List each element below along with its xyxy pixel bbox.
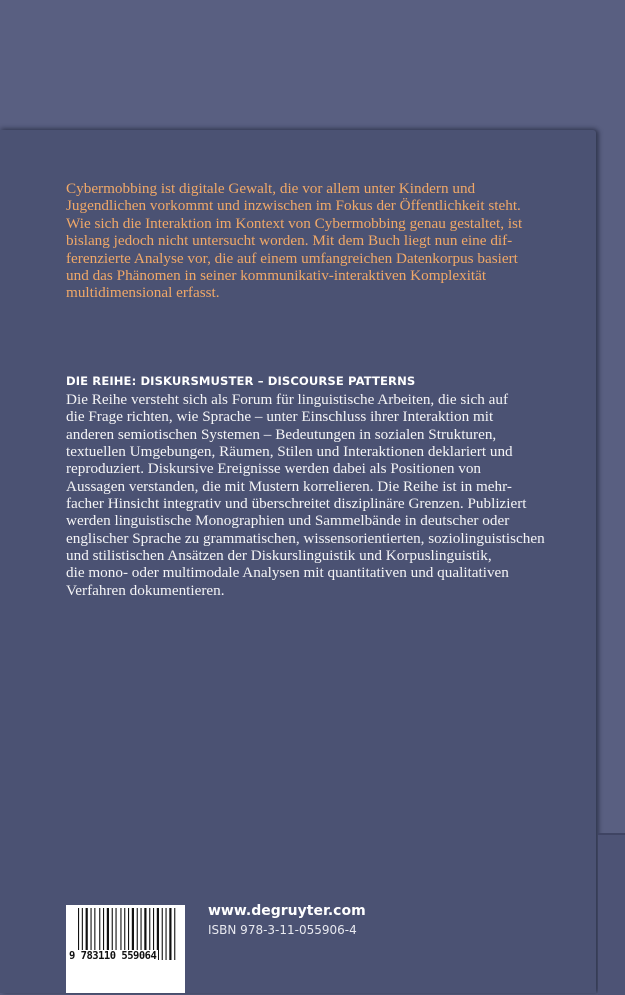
series-description — [66, 391, 596, 599]
series-line: anderen semiotischen Systemen – Bedeutungen in sozialen Strukturen, — [66, 425, 497, 443]
barcode-bar — [174, 908, 175, 960]
series-line: Aussagen verstanden, die mit Mustern korrelieren. Die Reihe ist in mehr- — [66, 477, 512, 495]
barcode-bar — [166, 908, 167, 960]
blurb-line: Jugendlichen vorkommt und inzwischen im Fokus der Öffentlichkeit steht. — [66, 197, 521, 215]
series-line: die Frage richten, wie Sprache – unter Einschluss ihrer Interaktion mit — [66, 408, 494, 426]
series-heading: DIE REIHE: DISKURSMUSTER – DISCOURSE PATTERNS — [66, 374, 416, 388]
spine-edge — [598, 833, 625, 995]
series-line: und stilistischen Ansätzen der Diskurslinguistik und Korpuslinguistik, — [66, 547, 492, 565]
series-line: werden linguistische Monographien und Sammelbände in deutscher oder — [66, 512, 510, 530]
barcode — [66, 905, 185, 993]
blurb-line: und das Phänomen in seiner kommunikativ-interaktiven Komplexität — [66, 267, 487, 285]
series-line: reproduziert. Diskursive Ereignisse werden dabei als Positionen von — [66, 460, 482, 478]
series-line: textuellen Umgebungen, Räumen, Stilen und Interaktionen deklariert und — [66, 443, 513, 461]
series-line: Verfahren dokumentieren. — [66, 581, 225, 599]
blurb-line: Cybermobbing ist digitale Gewalt, die vor allem unter Kindern und — [66, 180, 476, 197]
barcode-digits: 9 783110 559064 — [69, 950, 157, 962]
blurb-text — [66, 180, 596, 302]
blurb-line: bislang jedoch nicht untersucht worden. Mit dem Buch liegt nun eine dif- — [66, 232, 513, 250]
blurb-line: Wie sich die Interaktion im Kontext von Cybermobbing genau gestaltet, ist — [66, 214, 523, 232]
series-line: die mono- oder multimodale Analysen mit quantitativen und qualitativen — [66, 564, 509, 582]
blurb-line: ferenzierte Analyse vor, die auf einem umfangreichen Datenkorpus basiert — [66, 249, 518, 267]
series-line: Die Reihe versteht sich als Forum für linguistische Arbeiten, die sich auf — [66, 391, 509, 408]
publisher-url[interactable]: www.degruyter.com — [208, 903, 366, 919]
isbn: ISBN 978-3-11-055906-4 — [208, 923, 357, 937]
blurb-line: multidimensional erfasst. — [66, 284, 220, 302]
series-line: englischer Sprache zu grammatischen, wissensorientierten, soziolinguistischen — [66, 529, 545, 547]
barcode-bar — [162, 908, 163, 960]
barcode-bar — [169, 908, 171, 960]
series-line: facher Hinsicht integrativ und überschreitet disziplinäre Grenzen. Publiziert — [66, 495, 527, 513]
